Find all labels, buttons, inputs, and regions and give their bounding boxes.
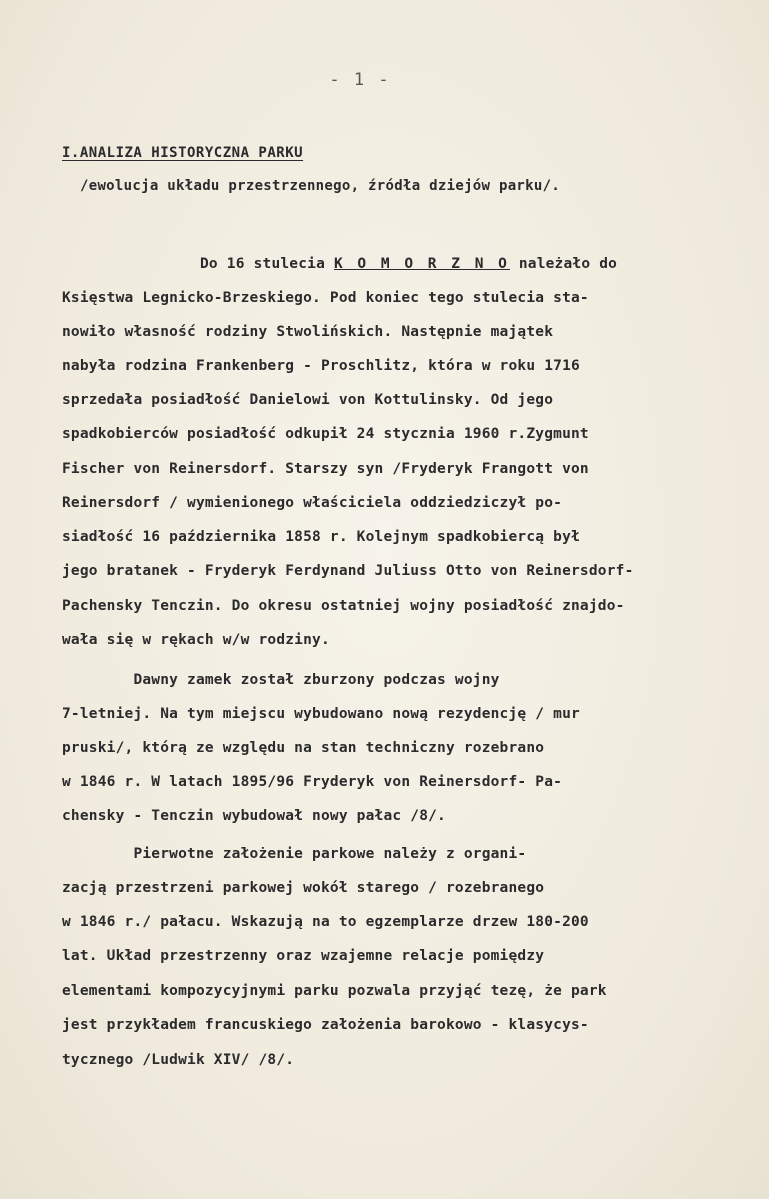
text-line: Pierwotne założenie parkowe należy z organi-	[62, 846, 527, 862]
text-line: w 1846 r. W latach 1895/96 Fryderyk von Reinersdorf- Pa-	[62, 774, 563, 790]
text-line: Księstwa Legnicko-Brzeskiego. Pod koniec tego stulecia sta-	[62, 290, 589, 306]
text-line: lat. Układ przestrzenny oraz wzajemne relacje pomiędzy	[62, 948, 545, 964]
text-line: 7-letniej. Na tym miejscu wybudowano nową rezydencję / mur	[62, 706, 580, 722]
text-line: jego bratanek - Fryderyk Ferdynand Juliuss Otto von Reinersdorf-	[62, 563, 634, 579]
text-line: elementami kompozycyjnymi parku pozwala przyjąć tezę, że park	[62, 983, 607, 999]
text-line: chensky - Tenczin wybudował nowy pałac /8/.	[62, 808, 446, 824]
text-line: w 1846 r./ pałacu. Wskazują na to egzemplarze drzew 180-200	[62, 914, 589, 930]
text-line: wała się w rękach w/w rodziny.	[62, 632, 330, 648]
section-heading: I.ANALIZA HISTORYCZNA PARKU	[62, 145, 304, 161]
text-line: zacją przestrzeni parkowej wokół starego / rozebranego	[62, 880, 545, 896]
text-line: Pachensky Tenczin. Do okresu ostatniej wojny posiadłość znajdo-	[62, 598, 625, 614]
place-name: K O M O R Z N O	[333, 256, 510, 272]
text-line: tycznego /Ludwik XIV/ /8/.	[62, 1052, 295, 1068]
text-line: Fischer von Reinersdorf. Starszy syn /Fryderyk Frangott von	[62, 461, 589, 477]
first-line-prefix: Do 16 stulecia	[200, 256, 334, 272]
text-line: spadkobierców posiadłość odkupił 24 stycznia 1960 r.Zygmunt	[62, 426, 589, 442]
text-line: siadłość 16 października 1858 r. Kolejnym spadkobiercą był	[62, 529, 580, 545]
text-line: sprzedała posiadłość Danielowi von Kottulinsky. Od jego	[62, 392, 554, 408]
text-line: pruski/, którą ze względu na stan techniczny rozebrano	[62, 740, 545, 756]
section-subheading: /ewolucja układu przestrzennego, źródła dziejów parku/.	[80, 178, 561, 194]
first-line-suffix: należało do	[509, 256, 618, 272]
text-line: nabyła rodzina Frankenberg - Proschlitz, która w roku 1716	[62, 358, 580, 374]
text-line: jest przykładem francuskiego założenia barokowo - klasycys-	[62, 1017, 589, 1033]
paragraph-first-line	[200, 256, 617, 272]
text-line: Dawny zamek został zburzony podczas wojny	[62, 672, 500, 688]
text-line: nowiło własność rodziny Stwolińskich. Następnie majątek	[62, 324, 554, 340]
text-line: Reinersdorf / wymienionego właściciela oddziedziczył po-	[62, 495, 563, 511]
page-number: - 1 -	[329, 70, 391, 90]
